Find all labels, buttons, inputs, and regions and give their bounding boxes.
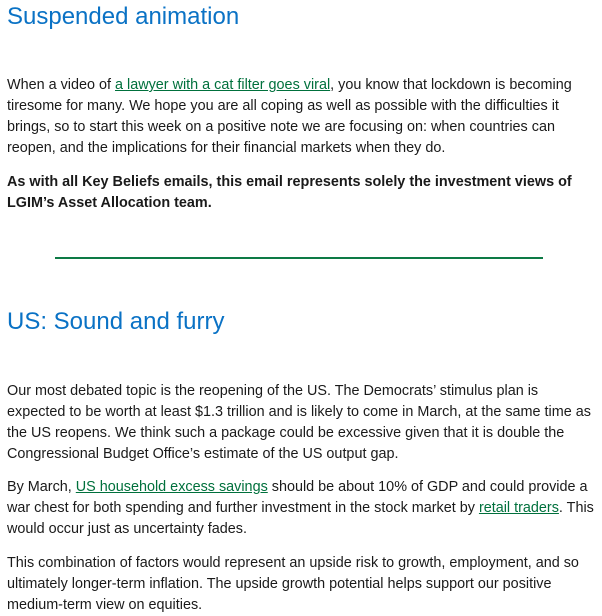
retail-traders-link[interactable]: retail traders [478, 500, 559, 516]
intro-text-start: When a video of [7, 77, 115, 93]
savings-text-middle: should be about 10% of GDP and could provide a war chest for both spending and further investment in the stock market by [7, 479, 588, 516]
intro-text-end: , you know that lockdown is becoming tiresome for many. We hope you are all coping as well as possible with the difficulties it brings, so to start this week on a positive note we are focusing on: when countries can reopen, and the implications for their financial markets when they do. [7, 77, 572, 156]
intro-paragraph [7, 75, 595, 159]
reopening-paragraph: Our most debated topic is the reopening of the US. The Democrats’ stimulus plan is expected to be worth at least $1.3 trillion and is likely to come in March, at the same time as the US reopens. We think such a package could be excessive given that it is double the Congressional Budget Office’s estimate of the US output gap. [7, 383, 591, 462]
disclaimer-paragraph: As with all Key Beliefs emails, this email represents solely the investment views of LGIM’s Asset Allocation team. [7, 174, 572, 211]
section-heading-suspended-animation: Suspended animation [7, 3, 240, 30]
section-divider [55, 257, 543, 259]
household-excess-savings-link[interactable]: US household excess savings [75, 479, 268, 495]
section-heading-us-sound-and-furry: US: Sound and furry [7, 308, 225, 335]
savings-text-start: By March, [7, 479, 76, 495]
upside-risk-paragraph: This combination of factors would represent an upside risk to growth, employment, and so ultimately longer-term inflation. The upside growth potential helps support our positive medium-term view on equities. [7, 555, 579, 613]
excess-savings-paragraph [7, 477, 595, 540]
cat-filter-lawyer-link[interactable]: a lawyer with a cat filter goes viral [115, 77, 331, 93]
savings-text-end: . This would occur just as uncertainty fades. [7, 500, 594, 537]
